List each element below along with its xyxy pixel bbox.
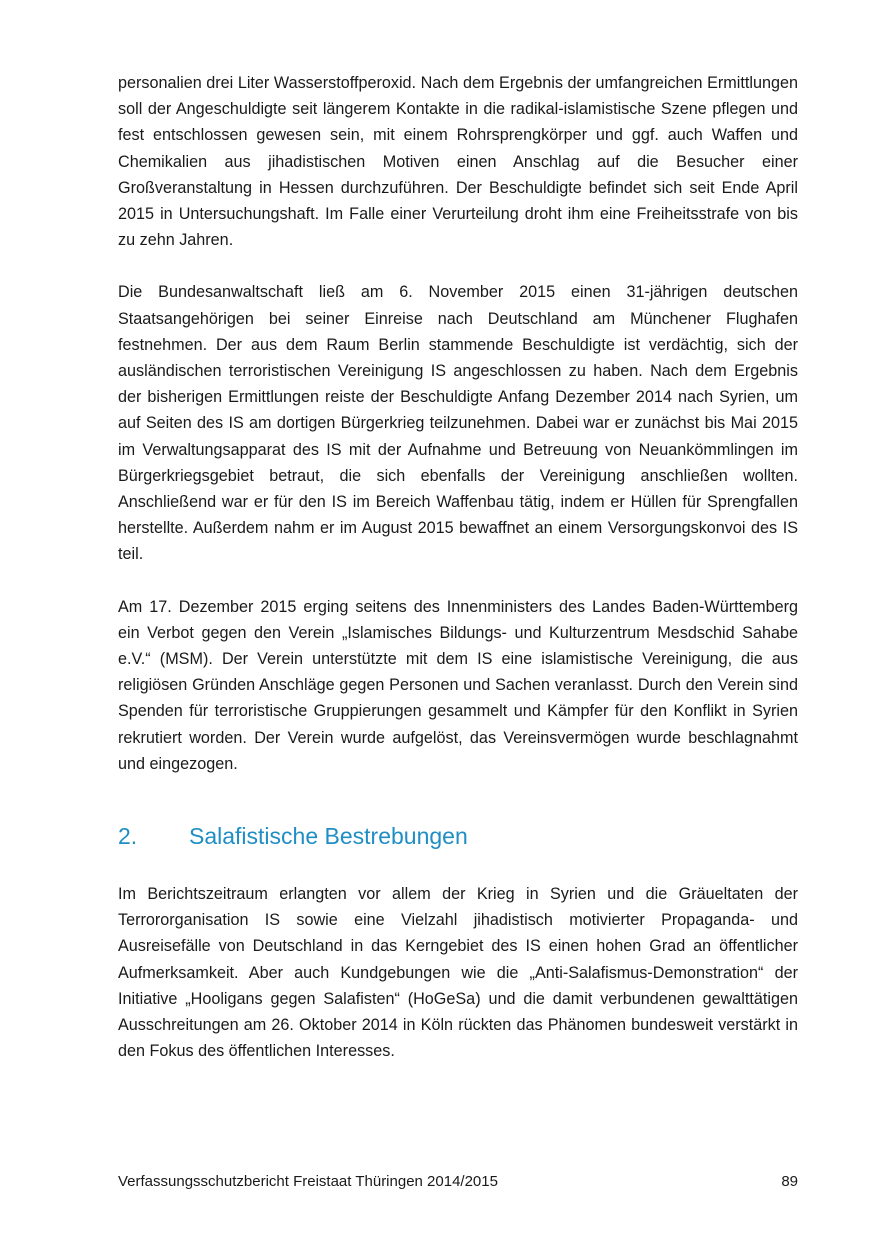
page-content <box>118 70 798 1065</box>
section-heading <box>118 821 798 851</box>
section-number: 2. <box>118 823 138 850</box>
page-footer <box>118 1172 798 1192</box>
paragraph-3: Am 17. Dezember 2015 erging seitens des Innenministers des Landes Baden-Württemberg ein Verbot gegen den Verein „Islamisches Bildungs- und Kulturzentrum Mesdschid Sahabe e.V.“ (MSM). Der Verein unterstützte mit dem IS eine islamistische Vereinigung, die aus religiösen Gründen Anschläge gegen Personen und Sachen veranlasst. Durch den Verein sind Spenden für terroristische Gruppierungen gesammelt und Kämpfer für den Konflikt in Syrien rekrutiert worden. Der Verein wurde aufgelöst, das Vereinsvermögen wurde beschlagnahmt und eingezogen. <box>118 597 798 773</box>
section-paragraph: Im Berichtszeitraum erlangten vor allem der Krieg in Syrien und die Gräueltaten der Terrororganisation IS sowie eine Vielzahl jihadistisch motivierter Propaganda- und Ausreisefälle von Deutschland in das Kerngebiet des IS einen hohen Grad an öffentlicher Aufmerksamkeit. Aber auch Kundgebungen wie die „Anti-Salafismus-Demonstration“ der Initiative „Hooligans gegen Salafisten“ (HoGeSa) und die damit verbundenen gewalttätigen Ausschreitungen am 26. Oktober 2014 in Köln rückten das Phänomen bundesweit verstärkt in den Fokus des öffentlichen Interesses. <box>118 885 798 1061</box>
paragraph-2: Die Bundesanwaltschaft ließ am 6. November 2015 einen 31-jährigen deutschen Staatsangehörigen bei seiner Einreise nach Deutschland am Münchener Flughafen festnehmen. Der aus dem Raum Berlin stammende Beschuldigte ist verdächtig, sich der ausländischen terroristischen Vereinigung IS angeschlossen zu haben. Nach dem Ergebnis der bisherigen Ermittlungen reiste der Beschuldigte Anfang Dezember 2014 nach Syrien, um auf Seiten des IS am dortigen Bürgerkrieg teilzunehmen. Dabei war er zunächst bis Mai 2015 im Verwaltungsapparat des IS mit der Aufnahme und Betreuung von Neuankömmlingen im Bürgerkriegsgebiet betraut, die sich ebenfalls der Vereinigung anschließen wollten. Anschließend war er für den IS im Bereich Waffenbau tätig, indem er Hüllen für Sprengfallen herstellte. Außerdem nahm er im August 2015 bewaffnet an einem Versorgungskonvoi des IS teil. <box>118 283 798 564</box>
section-title: Salafistische Bestrebungen <box>189 823 468 850</box>
page-number: 89 <box>781 1173 798 1190</box>
footer-publication-title: Verfassungsschutzbericht Freistaat Thüringen 2014/2015 <box>118 1173 498 1190</box>
paragraph-1: personalien drei Liter Wasserstoffperoxid. Nach dem Ergebnis der umfangreichen Ermittlungen soll der Angeschuldigte seit längerem Kontakte in die radikal-islamistische Szene pflegen und fest entschlossen gewesen sein, mit einem Rohrsprengkörper und ggf. auch Waffen und Chemikalien aus jihadistischen Motiven einen Anschlag auf die Besucher einer Großveranstaltung in Hessen durchzuführen. Der Beschuldigte befindet sich seit Ende April 2015 in Untersuchungshaft. Im Falle einer Verurteilung droht ihm eine Freiheitsstrafe von bis zu zehn Jahren. <box>118 74 798 250</box>
